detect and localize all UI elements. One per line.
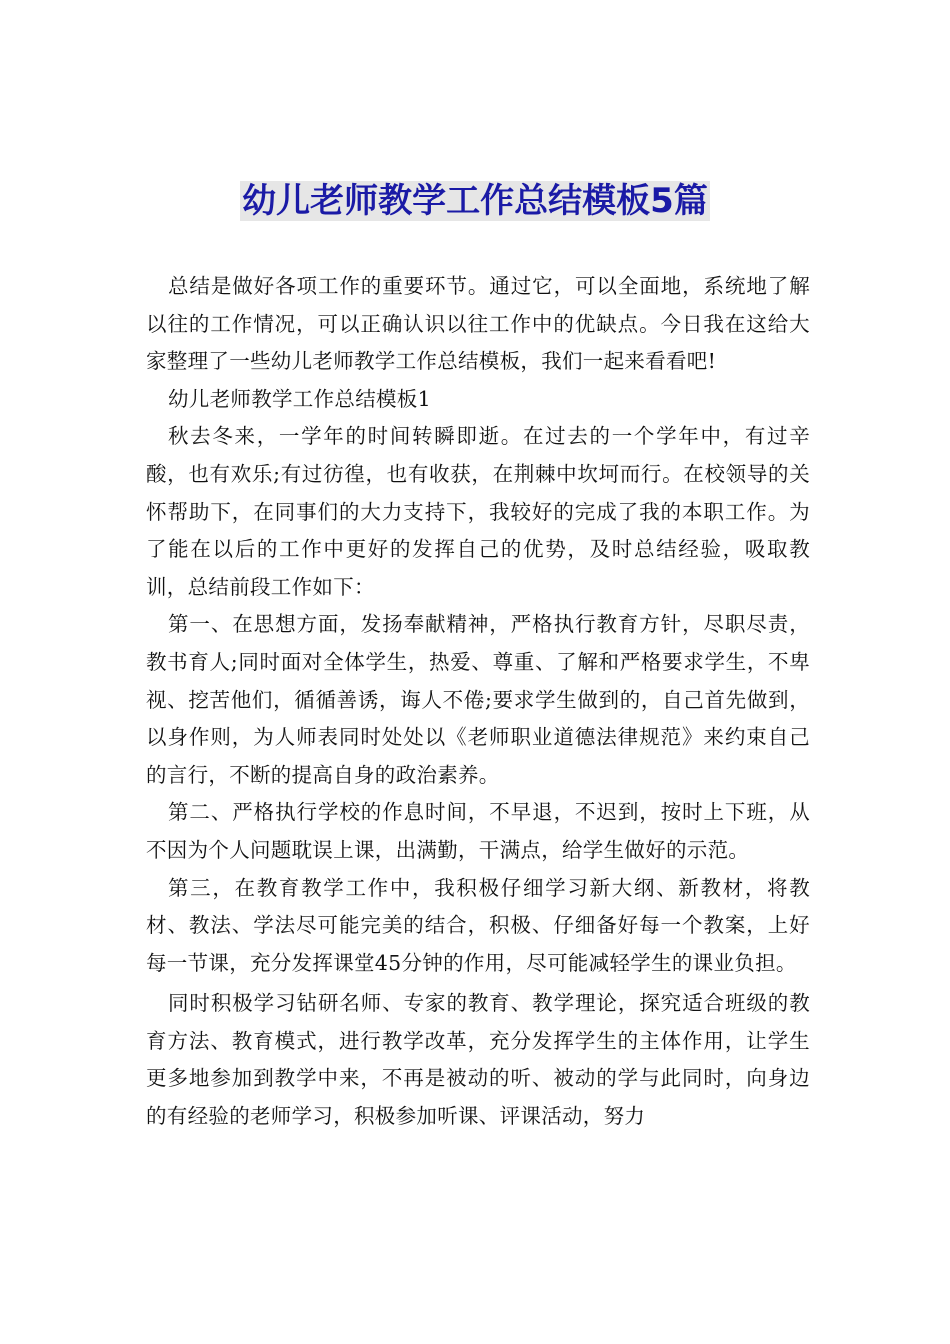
body-paragraph: 第一、在思想方面，发扬奉献精神，严格执行教育方针，尽职尽责，教书育人;同时面对全体学生，热爱、尊重、了解和严格要求学生，不卑视、挖苦他们，循循善诱，诲人不倦;要求学生做到的，自己首先做到，以身作则，为人师表同时处处以《老师职业道德法律规范》来约束自己的言行，不断的提高自身的政治素养。: [146, 612, 810, 787]
document-body: [146, 268, 810, 1136]
body-paragraph: 同时积极学习钻研名师、专家的教育、教学理论，探究适合班级的教育方法、教育模式，进行教学改革，充分发挥学生的主体作用，让学生更多地参加到教学中来，不再是被动的听、被动的学与此同时，向身边的有经验的老师学习，积极参加听课、评课活动，努力: [146, 991, 810, 1129]
intro-paragraph: 总结是做好各项工作的重要环节。通过它，可以全面地，系统地了解以往的工作情况，可以正确认识以往工作中的优缺点。今日我在这给大家整理了一些幼儿老师教学工作总结模板，我们一起来看看吧!: [146, 274, 810, 374]
section-heading: 幼儿老师教学工作总结模板1: [168, 386, 431, 411]
body-paragraph: 第二、严格执行学校的作息时间，不早退，不迟到，按时上下班，从不因为个人问题耽误上课，出满勤，干满点，给学生做好的示范。: [146, 800, 810, 862]
body-paragraph: 秋去冬来，一学年的时间转瞬即逝。在过去的一个学年中，有过辛酸，也有欢乐;有过彷徨，也有收获，在荆棘中坎坷而行。在校领导的关怀帮助下，在同事们的大力支持下，我较好的完成了我的本职工作。为了能在以后的工作中更好的发挥自己的优势，及时总结经验，吸取教训，总结前段工作如下：: [146, 424, 810, 599]
document-title: [0, 176, 950, 226]
body-paragraph: 第三，在教育教学工作中，我积极仔细学习新大纲、新教材，将教材、教法、学法尽可能完美的结合，积极、仔细备好每一个教案，上好每一节课，充分发挥课堂45分钟的作用，尽可能减轻学生的课业负担。: [146, 875, 810, 975]
document-title-text: 幼儿老师教学工作总结模板5篇: [242, 181, 708, 221]
